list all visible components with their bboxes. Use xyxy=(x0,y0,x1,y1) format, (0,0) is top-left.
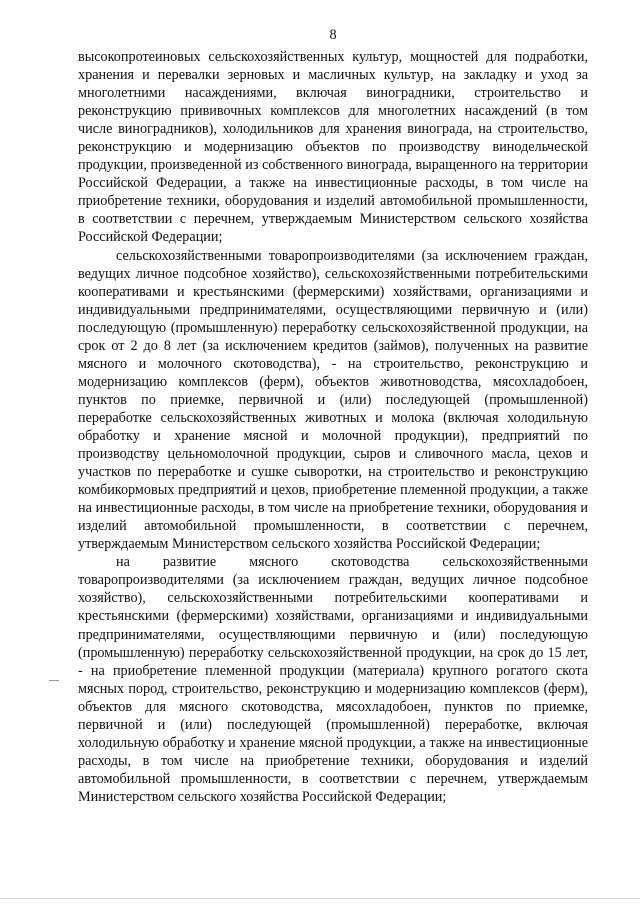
scan-edge-line xyxy=(0,898,640,899)
page-number: 8 xyxy=(329,27,337,43)
paragraph-livestock-credits: сельскохозяйственными товаропроизводителями (за исключением граждан, ведущих личное подсобное хозяйство), сельскохозяйственными потребительскими кооперативами и крестьянскими (фермерскими) хозяйствами, организациями и индивидуальными предпринимателями, осуществляющими первичную и (или) последующую (промышленную) переработку сельскохозяйственной продукции, на срок от 2 до 8 лет (за исключением кредитов (займов), полученных на развитие мясного и молочного скотоводства), - на строительство, реконструкцию и модернизацию комплексов (ферм), объектов животноводства, мясохладобоен, пунктов по приемке, первичной и (или) последующей (промышленной) переработке сельскохозяйственных животных и молока (включая холодильную обработку и хранение мясной и молочной продукции), предприятий по производству цельномолочной продукции, сыров и сливочного масла, цехов и участков по переработке и сушке сыворотки, на строительство и реконструкцию комбикормовых предприятий и цехов, приобретение племенной продукции, а также на инвестиционные расходы, в том числе на приобретение техники, оборудования и изделий автомобильной промышленности, в соответствии с перечнем, утверждаемым Министерством сельского хозяйства Российской Федерации; xyxy=(78,247,588,553)
paragraph-continuation: высокопротеиновых сельскохозяйственных культур, мощностей для подработки, хранения и перевалки зерновых и масличных культур, на закладку и уход за многолетними насаждениями, включая виноградники, строительство и реконструкцию прививочных комплексов для многолетних насаждений (в том числе виноградников), холодильников для хранения винограда, на строительство, реконструкцию и модернизацию объектов по производству винодельческой продукции, произведенной из собственного винограда, выращенного на территории Российской Федерации, а также на инвестиционные расходы, в том числе на приобретение техники, оборудования и изделий автомобильной промышленности, в соответствии с перечнем, утверждаемым Министерством сельского хозяйства Российской Федерации; xyxy=(78,49,588,246)
document-page xyxy=(78,26,588,806)
margin-mark xyxy=(49,680,59,681)
paragraph-beef-cattle-credits: на развитие мясного скотоводства сельскохозяйственными товаропроизводителями (за исключением граждан, ведущих личное подсобное хозяйство), сельскохозяйственными потребительскими кооперативами и крестьянскими (фермерскими) хозяйствами, организациями и индивидуальными предпринимателями, осуществляющими первичную и (или) последующую (промышленную) переработку сельскохозяйственной продукции, на срок до 15 лет, - на приобретение племенной продукции (материала) крупного рогатого скота мясных пород, строительство, реконструкцию и модернизацию комплексов (ферм), объектов для мясного скотоводства, мясохладобоен, пунктов по приемке, первичной и (или) последующей (промышленной) переработке, включая холодильную обработку и хранение мясной продукции, а также на инвестиционные расходы, в том числе на приобретение техники, оборудования и изделий автомобильной промышленности, в соответствии с перечнем, утверждаемым Министерством сельского хозяйства Российской Федерации; xyxy=(78,554,588,805)
